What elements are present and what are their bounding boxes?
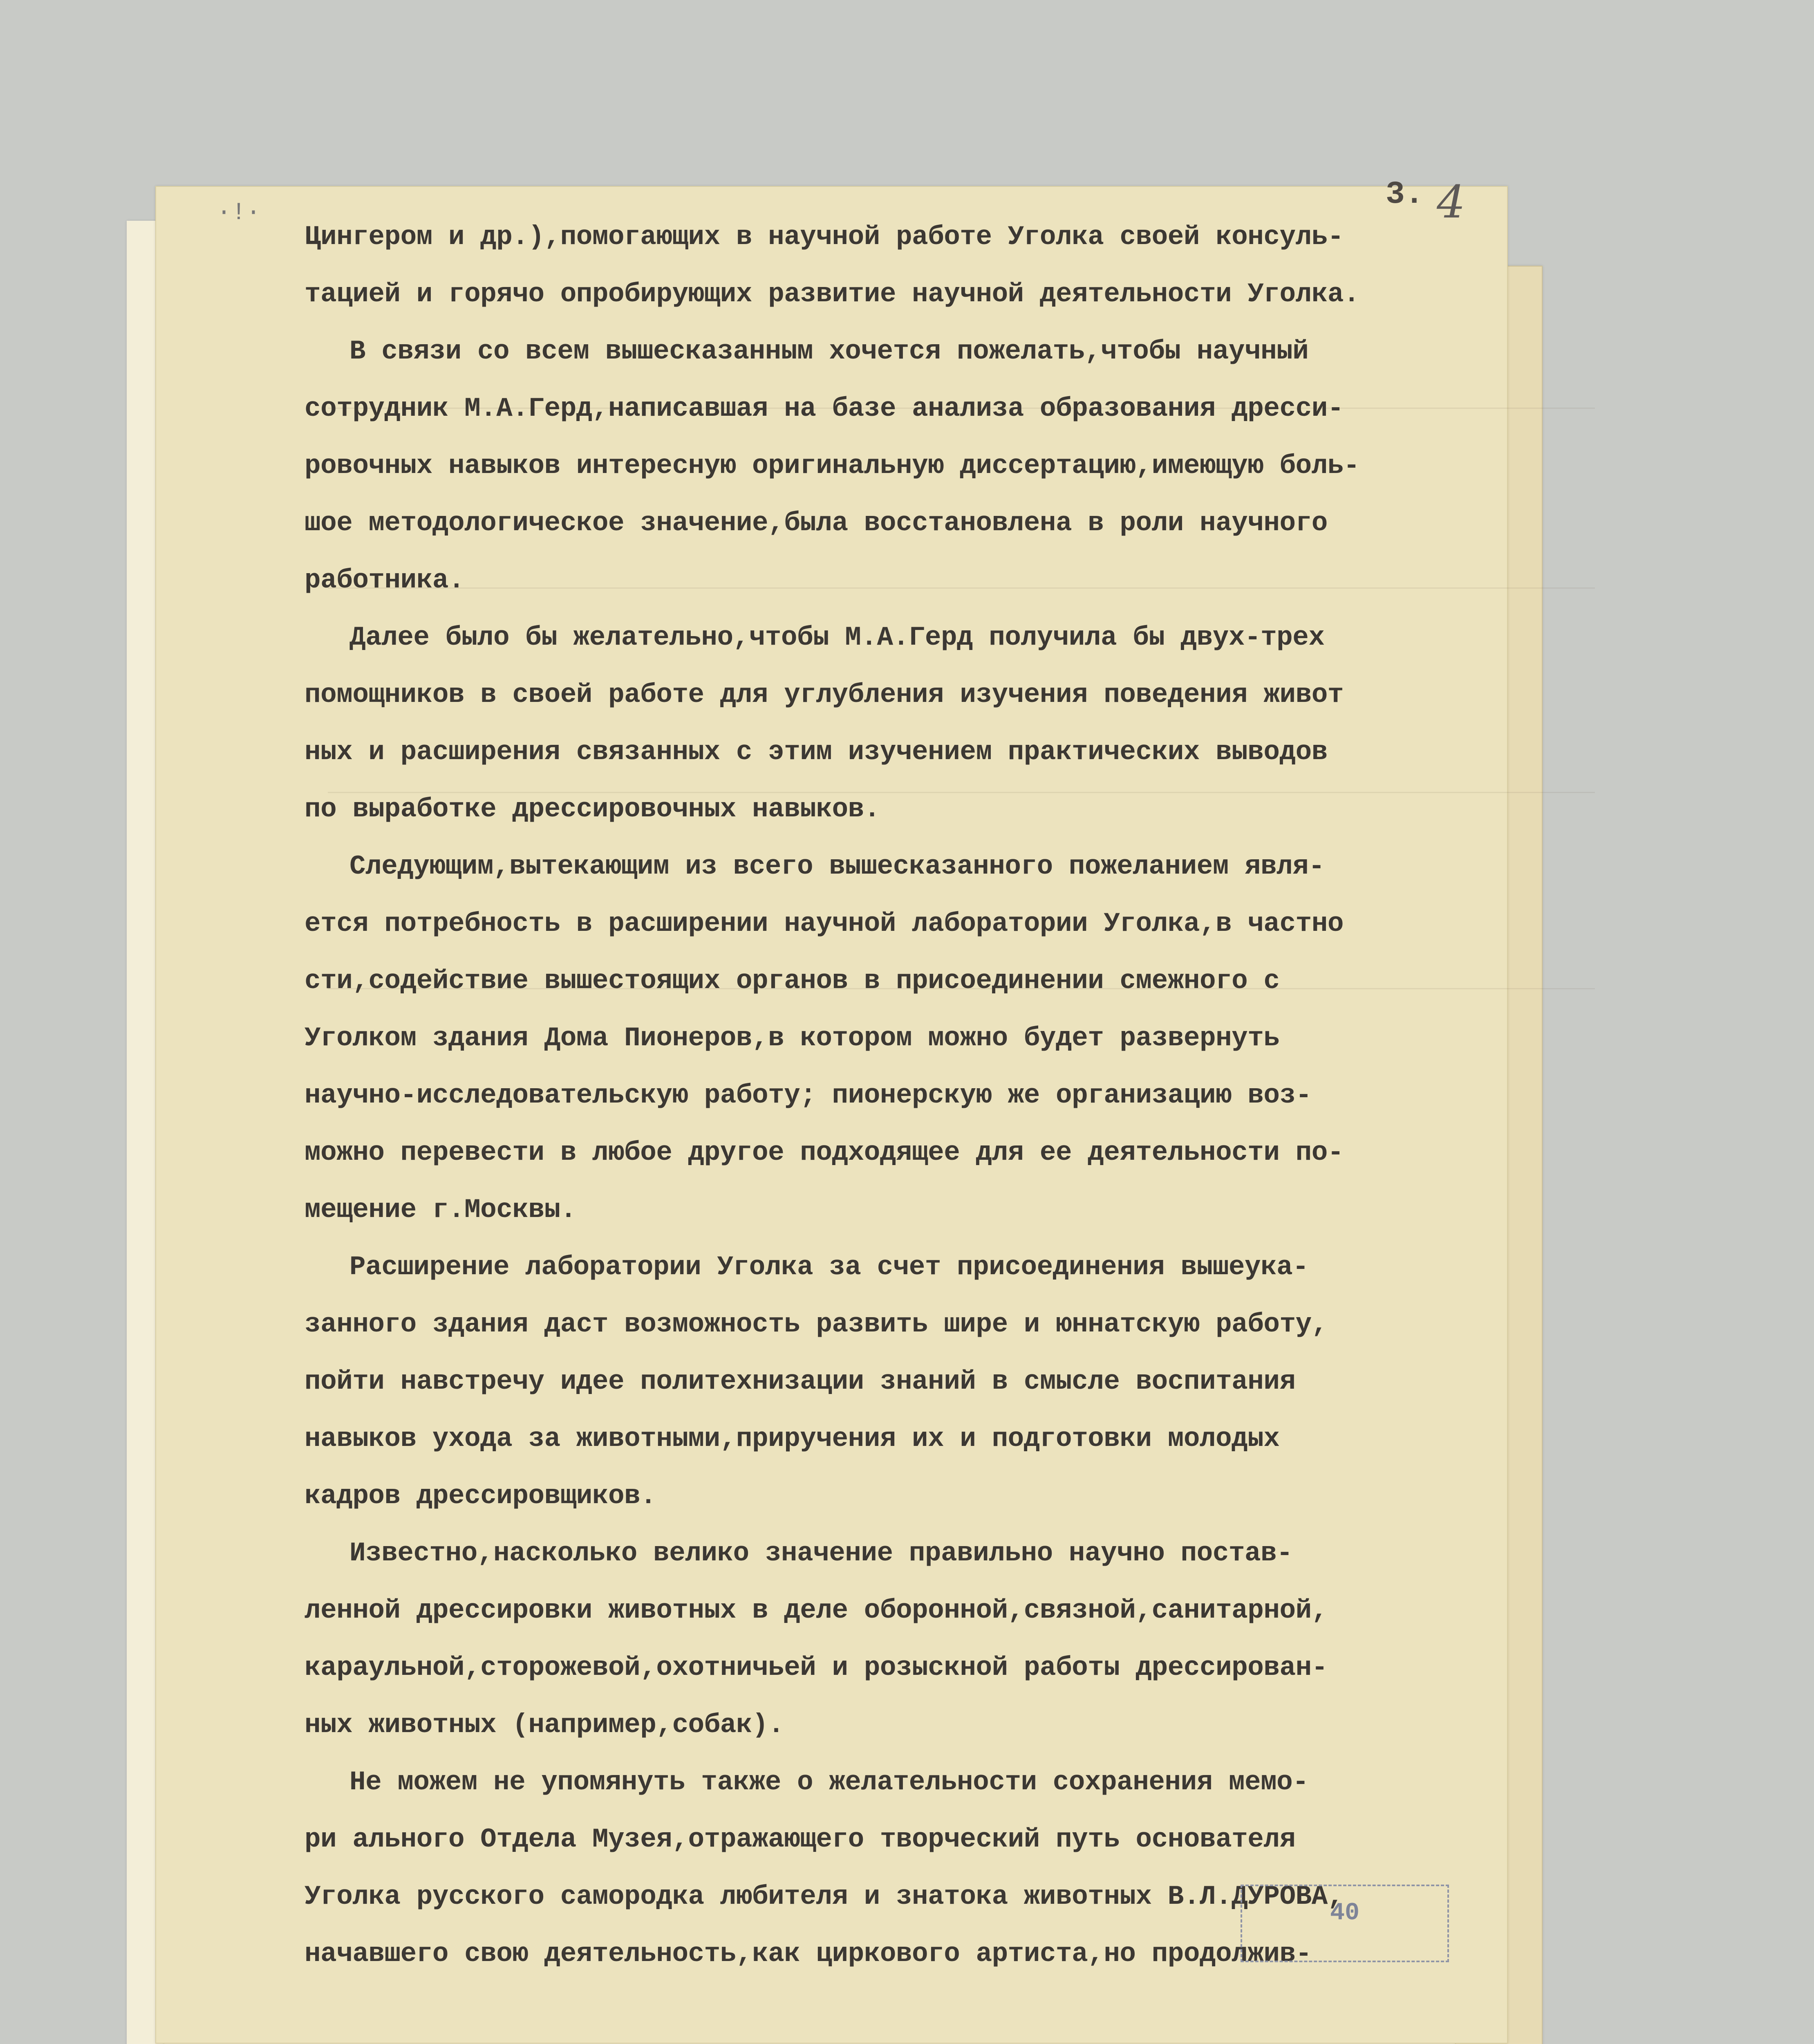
page-number: 3.	[1386, 177, 1424, 213]
corner-mark: ·!·	[217, 199, 261, 227]
text-line: шое методологическое значение,была восстановлена в роли научного	[305, 508, 1328, 538]
text-line: Уголком здания Дома Пионеров,в котором можно будет развернуть	[305, 1023, 1280, 1053]
text-line: Далее было бы желательно,чтобы М.А.Герд получила бы двух-трех	[349, 622, 1325, 653]
text-line: ных и расширения связанных с этим изучением практических выводов	[305, 737, 1328, 767]
text-line: Не можем не упомянуть также о желательности сохранения мемо-	[349, 1767, 1309, 1797]
text-line: тацией и горячо опробирующих развитие научной деятельности Уголка.	[305, 279, 1360, 309]
text-line: сти,содействие вышестоящих органов в присоединении смежного с	[305, 966, 1280, 996]
text-line: сотрудник М.А.Герд,написавшая на базе анализа образования дресси-	[305, 393, 1344, 424]
text-line: ных животных (например,собак).	[305, 1710, 784, 1740]
text-line: научно-исследовательскую работу; пионерскую же организацию воз-	[305, 1080, 1312, 1111]
text-line: навыков ухода за животными,приручения их и подготовки молодых	[305, 1423, 1280, 1454]
text-line: Известно,насколько велико значение правильно научно постав-	[349, 1538, 1293, 1569]
text-line: Цингером и др.),помогающих в научной работе Уголка своей консуль-	[305, 222, 1344, 252]
stamp-number: 40	[1330, 1899, 1359, 1927]
archive-stamp	[1241, 1885, 1449, 1962]
text-line: кадров дрессировщиков.	[305, 1481, 656, 1511]
text-line: В связи со всем вышесказанным хочется пожелать,чтобы научный	[349, 336, 1309, 367]
typed-text-body	[305, 208, 1484, 1983]
text-line: ленной дрессировки животных в деле оборонной,связной,санитарной,	[305, 1595, 1328, 1626]
text-line: по выработке дрессировочных навыков.	[305, 794, 880, 825]
text-line: работника.	[305, 565, 465, 596]
text-line: занного здания даст возможность развить шире и юннатскую работу,	[305, 1309, 1328, 1340]
text-line: ри ального Отдела Музея,отражающего творческий путь основателя	[305, 1824, 1296, 1855]
text-line: можно перевести в любое другое подходящее для ее деятельности по-	[305, 1137, 1344, 1168]
text-line: помощников в своей работе для углубления изучения поведения живот	[305, 679, 1344, 710]
text-line: мещение г.Москвы.	[305, 1195, 576, 1225]
text-line: Расширение лаборатории Уголка за счет присоединения вышеука-	[349, 1252, 1309, 1282]
handwritten-page-number: 4	[1437, 176, 1465, 228]
text-line: Уголка русского самородка любителя и знатока животных В.Л.ДУРОВА,	[305, 1881, 1344, 1912]
text-line: ровочных навыков интересную оригинальную диссертацию,имеющую боль-	[305, 450, 1360, 481]
text-line: начавшего свою деятельность,как циркового артиста,но продолжив-	[305, 1939, 1312, 1969]
text-line: ется потребность в расширении научной лаборатории Уголка,в частно	[305, 908, 1344, 939]
text-line: Следующим,вытекающим из всего вышесказанного пожеланием явля-	[349, 851, 1325, 882]
text-line: пойти навстречу идее политехнизации знаний в смысле воспитания	[305, 1366, 1296, 1397]
text-line: караульной,сторожевой,охотничьей и розыскной работы дрессирован-	[305, 1652, 1328, 1683]
